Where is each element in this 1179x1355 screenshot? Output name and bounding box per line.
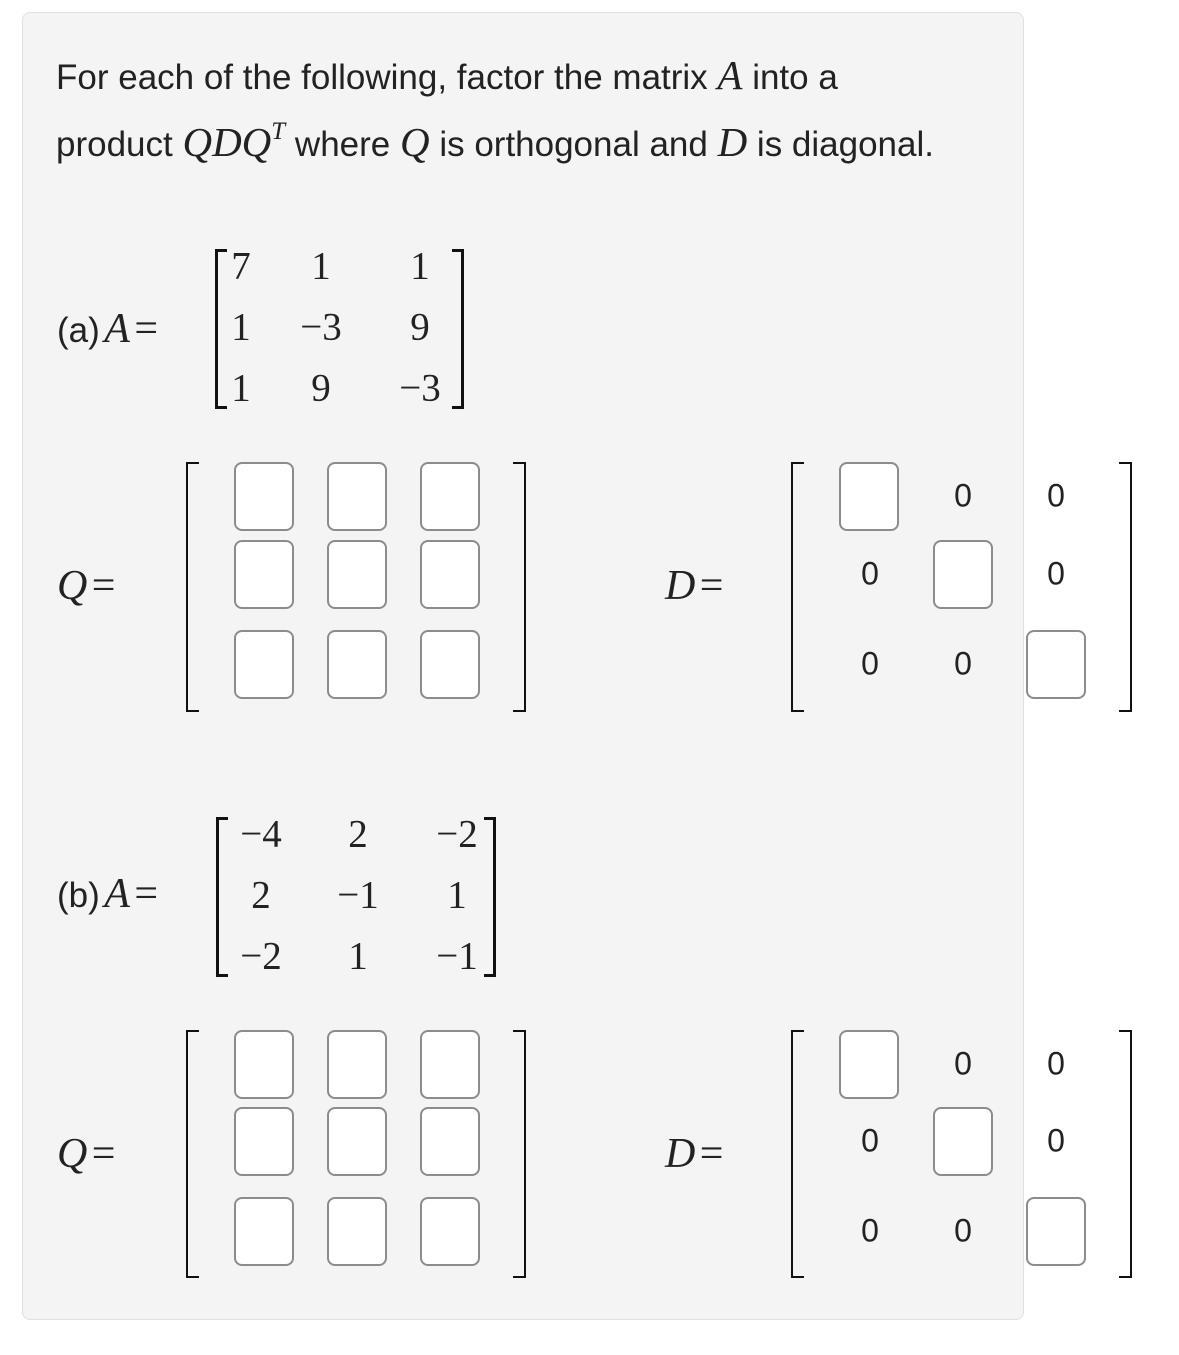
matrix-a-entry: 1 bbox=[410, 244, 430, 288]
prompt-text: where bbox=[285, 125, 400, 164]
q-a-input-r1c3[interactable] bbox=[420, 462, 480, 531]
matrix-a-entry: −3 bbox=[399, 366, 441, 410]
d-var: D bbox=[665, 1131, 696, 1177]
d-a-zero: 0 bbox=[954, 477, 972, 514]
part-b-letter: (b) bbox=[57, 876, 100, 915]
d-a-left-bracket bbox=[791, 462, 804, 712]
d-a-zero: 0 bbox=[954, 645, 972, 682]
q-b-input-r1c2[interactable] bbox=[327, 1030, 387, 1099]
q-a-input-r3c1[interactable] bbox=[234, 630, 294, 699]
matrix-a-entry: 9 bbox=[311, 366, 331, 410]
d-a-zero: 0 bbox=[861, 645, 879, 682]
prompt-text: is diagonal. bbox=[747, 125, 934, 164]
q-b-input-r3c1[interactable] bbox=[234, 1197, 294, 1266]
q-a-input-r3c2[interactable] bbox=[327, 630, 387, 699]
d-a-input-d1[interactable] bbox=[839, 462, 899, 531]
matrix-b-entry: −4 bbox=[240, 812, 282, 856]
d-b-input-d3[interactable] bbox=[1026, 1197, 1086, 1266]
d-b-zero: 0 bbox=[954, 1045, 972, 1082]
matrix-a-right-bracket bbox=[452, 249, 464, 409]
d-a-zero: 0 bbox=[1047, 477, 1065, 514]
matrix-a-entry: −3 bbox=[300, 305, 342, 349]
d-a-zero: 0 bbox=[1047, 555, 1065, 592]
part-b-equals: = bbox=[134, 871, 159, 917]
q-b-right-bracket bbox=[513, 1030, 526, 1278]
d-b-input-d2[interactable] bbox=[933, 1107, 993, 1176]
q-var: Q bbox=[57, 1131, 88, 1177]
part-a-q-label bbox=[57, 562, 115, 610]
q-b-input-r2c1[interactable] bbox=[234, 1107, 294, 1176]
matrix-b-entry: −1 bbox=[436, 934, 478, 978]
d-a-right-bracket bbox=[1119, 462, 1132, 712]
d-equals: = bbox=[699, 1131, 724, 1177]
matrix-b-entry: −2 bbox=[240, 934, 282, 978]
d-b-zero: 0 bbox=[1047, 1122, 1065, 1159]
d-a-input-d3[interactable] bbox=[1026, 630, 1086, 699]
q-equals: = bbox=[91, 563, 116, 609]
d-b-input-d1[interactable] bbox=[839, 1030, 899, 1099]
prompt-var-d: D bbox=[717, 119, 748, 165]
question-prompt bbox=[56, 48, 956, 172]
q-b-input-r1c1[interactable] bbox=[234, 1030, 294, 1099]
d-b-zero: 0 bbox=[1047, 1045, 1065, 1082]
matrix-a-entry: 7 bbox=[231, 244, 251, 288]
d-b-zero: 0 bbox=[861, 1122, 879, 1159]
prompt-text: into a product bbox=[56, 58, 838, 164]
q-a-input-r1c2[interactable] bbox=[327, 462, 387, 531]
matrix-b-entry: 2 bbox=[251, 873, 271, 917]
matrix-a-left-bracket bbox=[215, 249, 227, 409]
prompt-var-a: A bbox=[717, 52, 743, 98]
prompt-text: is orthogonal and bbox=[429, 125, 718, 164]
part-a-letter: (a) bbox=[57, 311, 100, 350]
matrix-b-entry: −2 bbox=[436, 812, 478, 856]
matrix-b-entry: −1 bbox=[337, 873, 379, 917]
prompt-qdq: QDQ bbox=[182, 119, 272, 165]
d-equals: = bbox=[699, 563, 724, 609]
q-a-left-bracket bbox=[186, 462, 199, 712]
part-a-d-label bbox=[665, 562, 723, 610]
q-b-input-r3c3[interactable] bbox=[420, 1197, 480, 1266]
q-equals: = bbox=[91, 1131, 116, 1177]
matrix-b-entry: 1 bbox=[348, 934, 368, 978]
d-b-left-bracket bbox=[791, 1030, 804, 1278]
part-b-var: A bbox=[104, 871, 130, 917]
d-b-zero: 0 bbox=[954, 1212, 972, 1249]
prompt-transpose: T bbox=[271, 118, 286, 145]
q-b-input-r2c3[interactable] bbox=[420, 1107, 480, 1176]
q-b-input-r2c2[interactable] bbox=[327, 1107, 387, 1176]
d-var: D bbox=[665, 563, 696, 609]
q-a-input-r1c1[interactable] bbox=[234, 462, 294, 531]
part-b-q-label bbox=[57, 1130, 115, 1178]
q-a-input-r3c3[interactable] bbox=[420, 630, 480, 699]
matrix-a-entry: 1 bbox=[231, 305, 251, 349]
matrix-b-left-bracket bbox=[216, 817, 228, 977]
prompt-text: For each of the following, factor the matrix bbox=[56, 58, 718, 97]
d-a-zero: 0 bbox=[861, 555, 879, 592]
q-b-left-bracket bbox=[186, 1030, 199, 1278]
prompt-var-q: Q bbox=[399, 119, 430, 165]
q-a-input-r2c1[interactable] bbox=[234, 540, 294, 609]
q-a-input-r2c2[interactable] bbox=[327, 540, 387, 609]
q-b-input-r3c2[interactable] bbox=[327, 1197, 387, 1266]
matrix-a-entry: 1 bbox=[231, 366, 251, 410]
d-b-right-bracket bbox=[1119, 1030, 1132, 1278]
q-var: Q bbox=[57, 563, 88, 609]
d-b-zero: 0 bbox=[861, 1212, 879, 1249]
part-a-equals: = bbox=[134, 306, 159, 352]
matrix-b-right-bracket bbox=[484, 817, 496, 977]
matrix-b-entry: 1 bbox=[447, 873, 467, 917]
matrix-a-entry: 1 bbox=[311, 244, 331, 288]
matrix-a-entry: 9 bbox=[410, 305, 430, 349]
part-b-d-label bbox=[665, 1130, 723, 1178]
q-a-right-bracket bbox=[513, 462, 526, 712]
matrix-b-entry: 2 bbox=[348, 812, 368, 856]
q-a-input-r2c3[interactable] bbox=[420, 540, 480, 609]
part-a-var: A bbox=[104, 306, 130, 352]
part-a-label bbox=[57, 305, 158, 353]
part-b-label bbox=[57, 870, 158, 918]
q-b-input-r1c3[interactable] bbox=[420, 1030, 480, 1099]
d-a-input-d2[interactable] bbox=[933, 540, 993, 609]
